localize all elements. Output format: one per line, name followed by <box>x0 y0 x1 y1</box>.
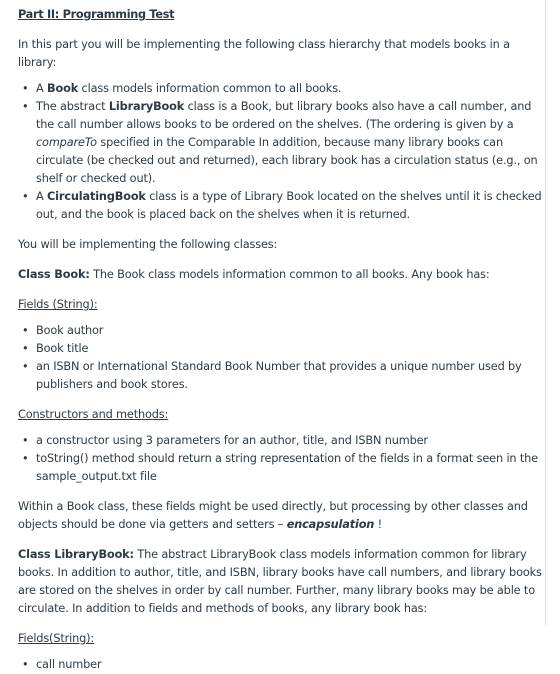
constructors-label: Constructors and methods: <box>18 408 169 421</box>
list-item: • A Book class models information common to all books. <box>36 80 545 98</box>
encapsulation-paragraph: Within a Book class, these fields might be used directly, but processing by other classes and objects should be done via getters and setters – encapsulation ! <box>18 500 528 531</box>
list-item: • A CirculatingBook class is a type of Library Book located on the shelves until it is checked out, and the book is placed back on the shelves when it is returned. <box>36 188 545 224</box>
intro-paragraph: In this part you will be implementing the following class hierarchy that models books in a library: <box>18 38 510 69</box>
list-item: • an ISBN or International Standard Book Number that provides a unique number used by publishers and book stores. <box>36 358 545 394</box>
library-fields-list <box>18 656 545 674</box>
list-item: • Book title <box>36 340 545 358</box>
page-edge <box>545 0 546 626</box>
implementing-paragraph: You will be implementing the following classes: <box>18 238 278 251</box>
list-item: • call number <box>36 656 545 674</box>
class-book-paragraph: Class Book: The Book class models information common to all books. Any book has: <box>18 268 490 281</box>
list-item: • toString() method should return a string representation of the fields in a format seen in the sample_output.txt file <box>36 450 545 486</box>
section-title: Part II: Programming Test <box>18 8 175 21</box>
fields-label-2: Fields(String): <box>18 632 95 645</box>
class-librarybook-paragraph: Class LibraryBook: The abstract LibraryBook class models information common for library books. In addition to author, title, and ISBN, library books have call numbers, and library books are stored on the shelves in order by call number. Further, many library books may be able to circulate. In addition to fields and methods of books, any library book has: <box>18 548 542 615</box>
fields-label: Fields (String): <box>18 298 98 311</box>
class-hierarchy-list <box>18 80 545 224</box>
list-item: • The abstract LibraryBook class is a Book, but library books also have a call number, and the call number allows books to be ordered on the shelves. (The ordering is given by a compareTo specified in the Comparable In addition, because many library books can circulate (be checked out and returned), each library book has a circulation status (e.g., on shelf or checked out). <box>36 98 545 188</box>
constructors-list <box>18 432 545 486</box>
book-fields-list <box>18 322 545 394</box>
list-item: • a constructor using 3 parameters for an author, title, and ISBN number <box>36 432 545 450</box>
list-item: • Book author <box>36 322 545 340</box>
